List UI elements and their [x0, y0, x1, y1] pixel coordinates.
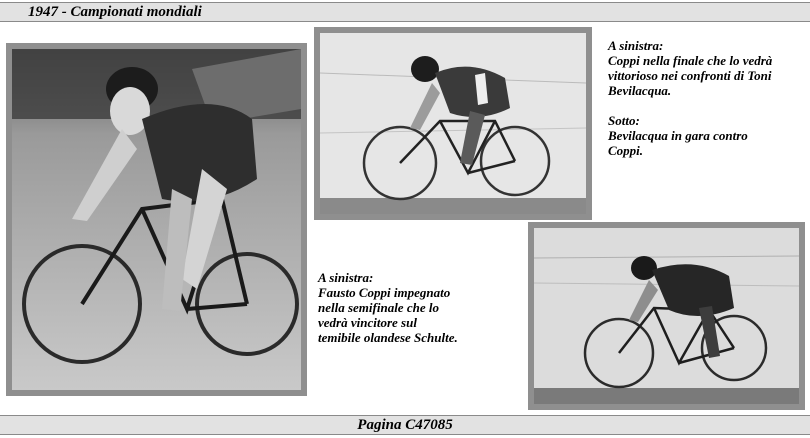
caption-line: Bevilacqua.	[608, 83, 672, 98]
large-photo-frame	[6, 43, 307, 396]
cyclist-closeup-photo	[12, 49, 301, 390]
caption-line: Coppi nella finale che lo vedrà	[608, 53, 773, 68]
cyclist-bevilacqua-photo	[534, 228, 799, 404]
caption-line: Coppi.	[608, 143, 644, 158]
caption-line: Fausto Coppi impegnato	[318, 285, 451, 300]
caption-line: vittorioso nei confronti di Toni	[608, 68, 772, 83]
header-bar	[0, 2, 810, 22]
page-title: 1947 - Campionati mondiali	[28, 4, 202, 20]
footer-bar	[0, 415, 810, 435]
caption-top-right	[608, 38, 808, 158]
caption-line: nella semifinale che lo	[318, 300, 439, 315]
top-photo-frame	[314, 27, 592, 220]
caption-line: Bevilacqua in gara contro	[608, 128, 748, 143]
caption-line: vedrà vincitore sul	[318, 315, 417, 330]
caption-heading: Sotto:	[608, 113, 640, 128]
page-number: Pagina C47085	[357, 417, 453, 433]
caption-line: temibile olandese Schulte.	[318, 330, 458, 345]
cyclist-final-photo	[320, 33, 586, 214]
bottom-photo-frame	[528, 222, 805, 410]
caption-heading: A sinistra:	[318, 270, 374, 285]
caption-heading: A sinistra:	[608, 38, 664, 53]
caption-middle	[318, 270, 523, 345]
caption-spacer	[608, 98, 808, 113]
